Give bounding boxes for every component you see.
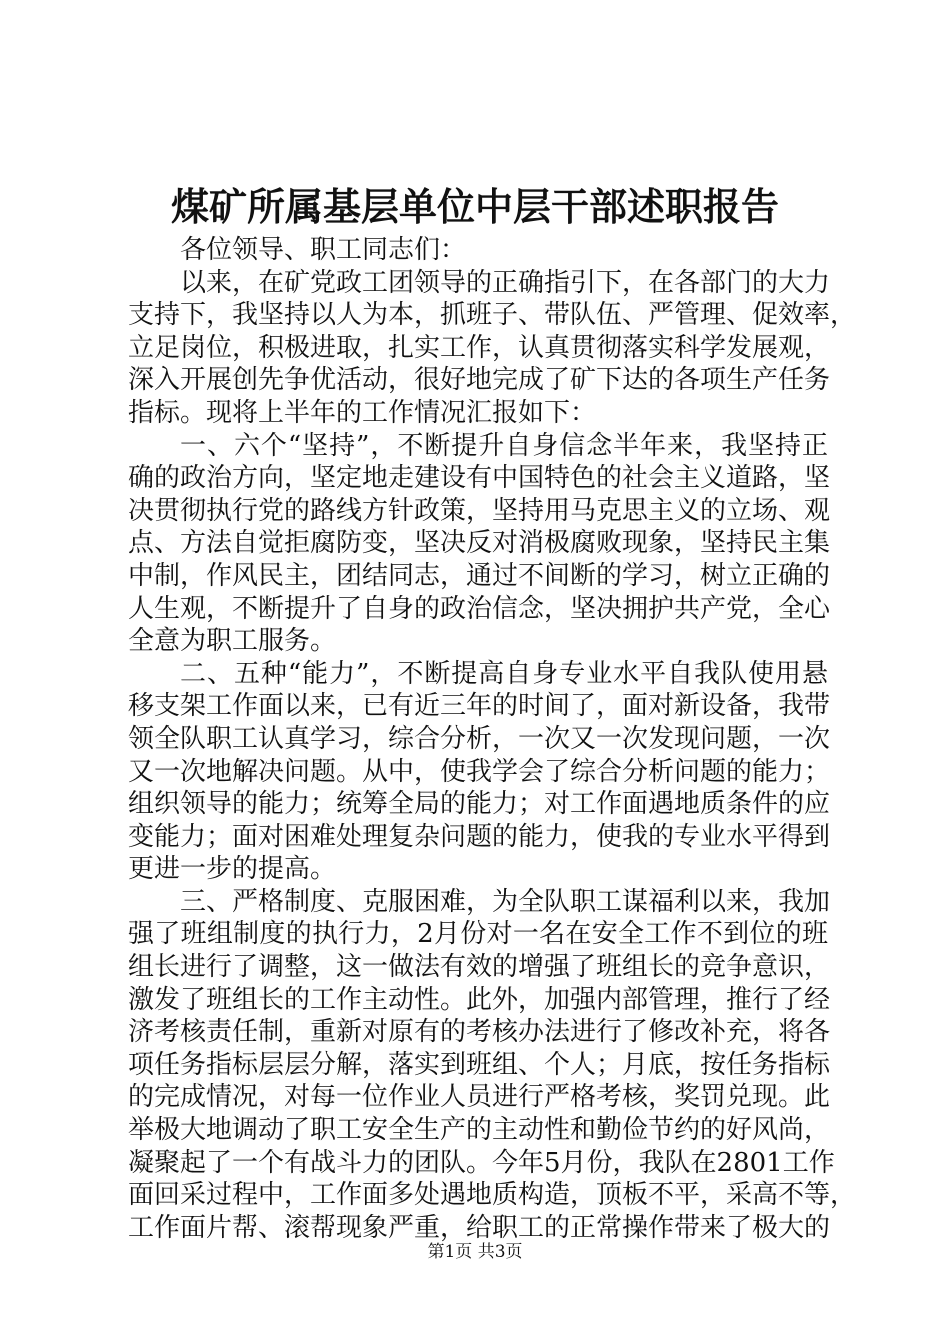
document-title: 煤矿所属基层单位中层干部述职报告: [170, 184, 779, 229]
body-line: 组长进行了调整，这一做法有效的增强了班组长的竞争意识，: [128, 952, 831, 983]
body-line: 激发了班组长的工作主动性。此外，加强内部管理，推行了经: [128, 984, 831, 1015]
page-footer: 第1页 共3页: [427, 1242, 523, 1262]
body-line: 人生观，不断提升了自身的政治信念，坚决拥护共产党，全心: [128, 593, 831, 624]
body-line: 举极大地调动了职工安全生产的主动性和勤俭节约的好风尚，: [128, 1115, 831, 1146]
body-line: 凝聚起了一个有战斗力的团队。今年5月份，我队在2801工作: [128, 1147, 835, 1178]
body-line: 组织领导的能力；统筹全局的能力；对工作面遇地质条件的应: [128, 789, 831, 820]
body-line: 三、严格制度、克服困难，为全队职工谋福利以来，我加: [180, 886, 831, 917]
body-line: 工作面片帮、滚帮现象严重，给职工的正常操作带来了极大的: [128, 1212, 831, 1243]
body-line: 的完成情况，对每一位作业人员进行严格考核，奖罚兑现。此: [128, 1082, 831, 1113]
body-line: 济考核责任制，重新对原有的考核办法进行了修改补充，将各: [128, 1017, 831, 1048]
body-line: 面回采过程中，工作面多处遇地质构造，顶板不平，采高不等，: [128, 1180, 857, 1211]
body-line: 一、六个“坚持”，不断提升自身信念半年来，我坚持正: [180, 430, 828, 461]
body-line: 支持下，我坚持以人为本，抓班子、带队伍、严管理、促效率，: [128, 300, 857, 331]
body-line: 中制，作风民主，团结同志，通过不间断的学习，树立正确的: [128, 560, 831, 591]
body-line: 以来，在矿党政工团领导的正确指引下，在各部门的大力: [180, 267, 831, 298]
body-line: 领全队职工认真学习，综合分析，一次又一次发现问题，一次: [128, 723, 831, 754]
document-body: [128, 234, 857, 1244]
body-line: 移支架工作面以来，已有近三年的时间了，面对新设备，我带: [128, 691, 831, 722]
body-line: 变能力；面对困难处理复杂问题的能力，使我的专业水平得到: [128, 821, 831, 852]
body-line: 决贯彻执行党的路线方针政策，坚持用马克思主义的立场、观: [128, 495, 831, 526]
body-line: 深入开展创先争优活动，很好地完成了矿下达的各项生产任务: [128, 365, 831, 396]
body-line: 又一次地解决问题。从中，使我学会了综合分析问题的能力；: [128, 756, 831, 787]
body-line: 立足岗位，积极进取，扎实工作，认真贯彻落实科学发展观，: [128, 332, 831, 363]
body-line: 点、方法自觉拒腐防变，坚决反对消极腐败现象，坚持民主集: [128, 528, 831, 559]
body-line: 二、五种“能力”，不断提高自身专业水平自我队使用悬: [180, 658, 828, 689]
body-line: 指标。现将上半年的工作情况汇报如下：: [128, 397, 597, 428]
body-line: 确的政治方向，坚定地走建设有中国特色的社会主义道路，坚: [128, 463, 831, 494]
body-line: 各位领导、职工同志们：: [180, 235, 467, 265]
body-line: 全意为职工服务。: [128, 626, 337, 657]
body-line: 项任务指标层层分解，落实到班组、个人；月底，按任务指标: [128, 1049, 831, 1080]
body-line: 强了班组制度的执行力，2月份对一名在安全工作不到位的班: [128, 919, 828, 950]
body-line: 更进一步的提高。: [128, 854, 337, 885]
